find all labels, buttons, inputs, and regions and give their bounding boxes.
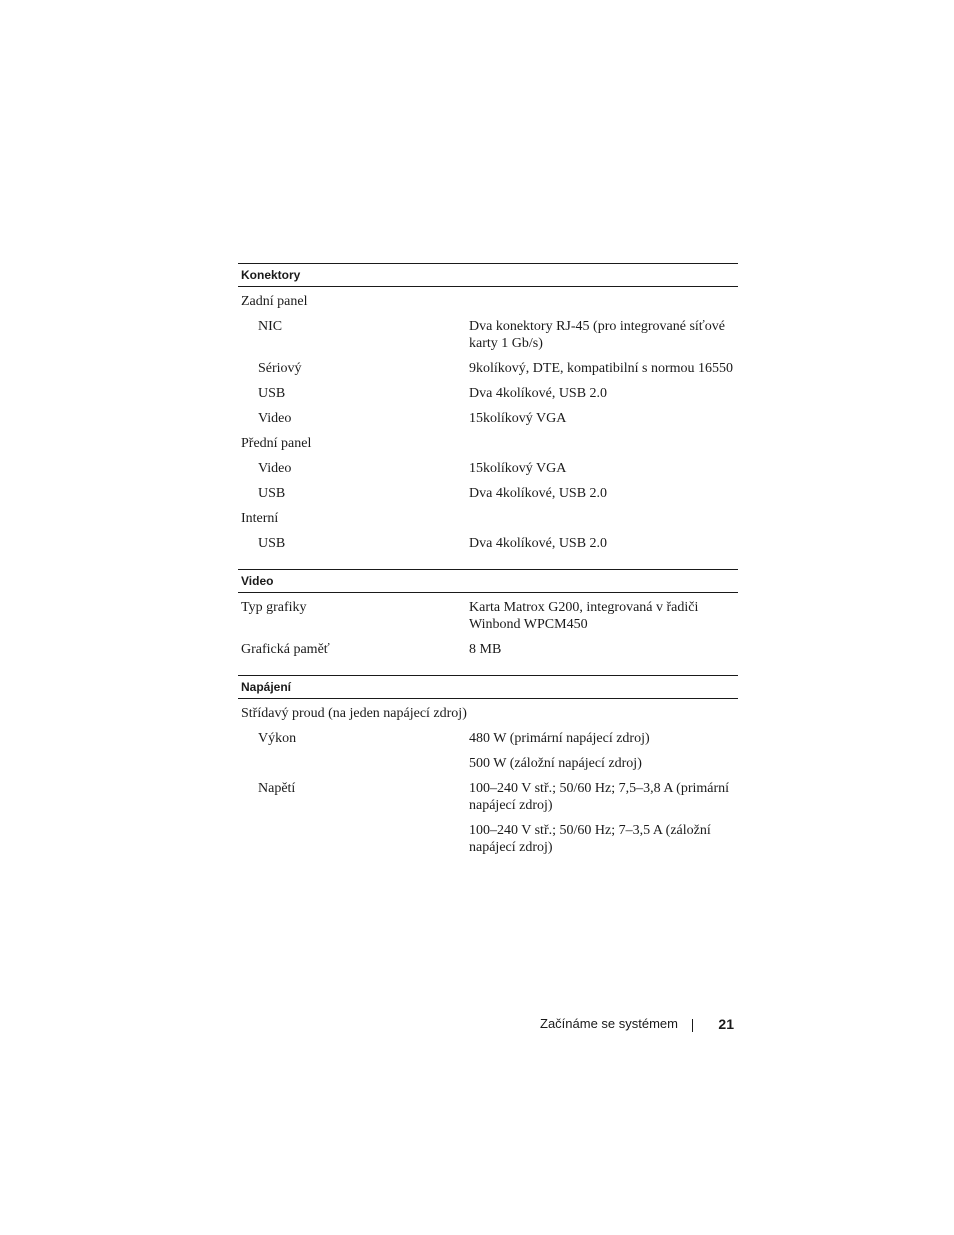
spec-label [238,755,469,772]
spec-value: 100–240 V stř.; 50/60 Hz; 7–3,5 A (záložní napájecí zdroj) [469,823,711,855]
spec-label: USB [258,386,286,401]
spec-value [469,293,738,310]
spec-value: 480 W (primární napájecí zdroj) [469,731,650,746]
spec-row [238,818,738,860]
spec-value [469,510,738,527]
spec-label: USB [258,486,286,501]
spec-value: Dva 4kolíkové, USB 2.0 [469,386,608,401]
spec-row [238,776,738,818]
spec-value: Karta Matrox G200, integrovaná v řadiči Winbond WPCM450 [469,600,699,632]
spec-row [238,289,738,314]
spec-label: Interní [241,511,279,526]
spec-value [469,435,738,452]
spec-value: 8 MB [469,642,502,657]
spec-label: Sériový [258,361,302,376]
spec-label: Napětí [258,781,296,796]
spec-row [238,456,738,481]
spec-label: NIC [258,319,283,334]
spec-section [238,569,738,662]
spec-label: Střídavý proud (na jeden napájecí zdroj) [241,706,467,721]
section-heading: Video [238,569,738,593]
spec-value: 500 W (záložní napájecí zdroj) [469,756,642,771]
spec-row [238,595,738,637]
spec-row [238,431,738,456]
spec-row [238,406,738,431]
spec-label: Zadní panel [241,294,308,309]
spec-value: Dva konektory RJ-45 (pro integrované síťové karty 1 Gb/s) [469,319,725,351]
page-number: 21 [718,1016,734,1032]
spec-label: Přední panel [241,436,312,451]
section-rows [238,593,738,662]
specifications-table [238,263,738,873]
spec-value: Dva 4kolíkové, USB 2.0 [469,536,608,551]
spec-label [238,822,469,856]
spec-section [238,263,738,556]
section-rows [238,699,738,860]
spec-label: Video [258,411,292,426]
page-footer [540,1015,736,1035]
spec-value: 15kolíkový VGA [469,461,567,476]
spec-label: Výkon [258,731,297,746]
spec-row [238,381,738,406]
spec-row [238,356,738,381]
spec-value: 100–240 V stř.; 50/60 Hz; 7,5–3,8 A (primární napájecí zdroj) [469,781,730,813]
section-rows [238,287,738,556]
spec-row [238,751,738,776]
spec-label: USB [258,536,286,551]
spec-row [238,531,738,556]
spec-row [238,637,738,662]
spec-section [238,675,738,860]
spec-value: 15kolíkový VGA [469,411,567,426]
spec-row [238,481,738,506]
spec-row [238,701,738,726]
spec-label: Grafická paměť [241,642,330,657]
spec-value: 9kolíkový, DTE, kompatibilní s normou 16550 [469,361,734,376]
footer-chapter-title: Začínáme se systémem [540,1016,678,1031]
spec-row [238,506,738,531]
footer-divider [692,1019,693,1032]
spec-row [238,314,738,356]
section-heading: Konektory [238,263,738,287]
spec-label: Video [258,461,292,476]
spec-row [238,726,738,751]
section-heading: Napájení [238,675,738,699]
spec-value: Dva 4kolíkové, USB 2.0 [469,486,608,501]
spec-label: Typ grafiky [241,600,307,615]
